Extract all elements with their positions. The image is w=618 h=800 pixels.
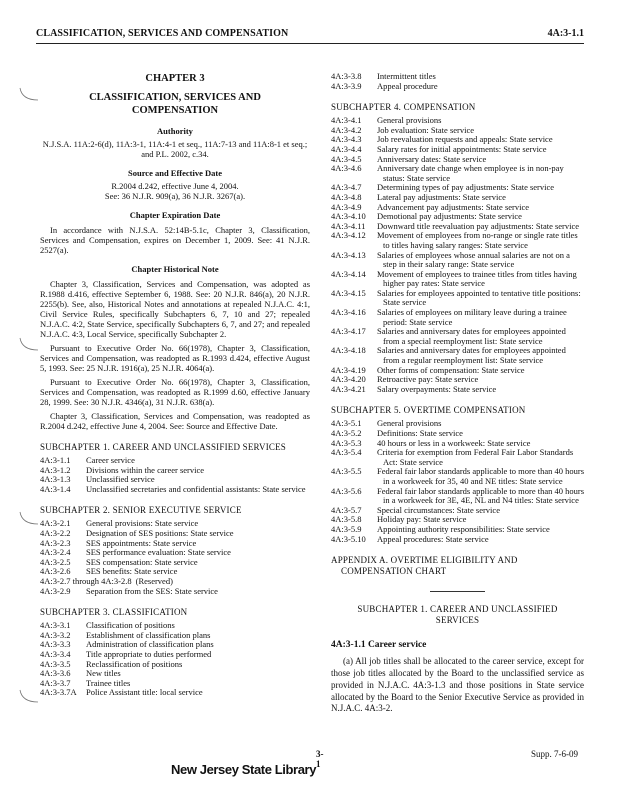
- toc-entry-number: 4A:3-5.8: [331, 514, 362, 525]
- toc-entry-title: Establishment of classification plans: [86, 629, 211, 640]
- toc-entry-title: Separation from the SES: State service: [86, 585, 218, 596]
- header-rule: [36, 43, 584, 44]
- toc-entry-number: 4A:3-4.9: [331, 201, 362, 212]
- supplement-date: Supp. 7-6-09: [531, 749, 578, 759]
- library-stamp: New Jersey State Library: [171, 762, 317, 777]
- toc-entry: [331, 327, 584, 346]
- toc-entry-title: Salary overpayments: State service: [377, 383, 497, 394]
- toc-entry: [331, 289, 584, 308]
- toc-entry-number: 4A:3-4.8: [331, 191, 362, 202]
- toc-entry-number: 4A:3-4.16: [331, 307, 366, 318]
- history-paragraph: Pursuant to Executive Order No. 66(1978), Chapter 3, Classification, Services and Compensation, was readopted as R.1993 d.424, effective August 5, 1993. See: 25 N.J.R. 1916(a), 25 N.J.R. 4064(a).: [40, 343, 310, 373]
- toc-entry-number: 4A:3-4.18: [331, 345, 366, 356]
- toc-entry-title: Police Assistant title: local service: [86, 687, 203, 698]
- history-paragraph: Chapter 3, Classification, Services and Compensation, was readopted as R.2004 d.242, effective June 4, 2004. See: Source and Effective Date.: [40, 411, 310, 431]
- toc-entry-number: 4A:3-4.6: [331, 163, 362, 174]
- toc-entry-title: 40 hours or less in a workweek: State service: [377, 437, 531, 448]
- toc-entry-number: 4A:3-2.2: [40, 527, 71, 538]
- toc-entry-number: 4A:3-4.19: [331, 364, 366, 375]
- right-column: [331, 72, 584, 715]
- toc-entry: [331, 251, 584, 270]
- toc-entry-title: Salaries for employees appointed to tentative title positions: State service: [377, 287, 581, 308]
- toc-entry-title: Salaries of employees whose annual salaries are not on a step in their salary range: State service: [377, 249, 570, 270]
- toc-entry-title: Salaries and anniversary dates for employees appointed from a special reemployment list: State service: [377, 326, 566, 346]
- margin-bracket-icon: [18, 688, 40, 706]
- toc-entry: [331, 231, 584, 250]
- toc-entry-number: 4A:3-3.3: [40, 639, 71, 650]
- toc-entry-number: 4A:3-4.21: [331, 383, 366, 394]
- toc-list: [40, 519, 310, 596]
- toc-entry-title: Special circumstances: State service: [377, 504, 500, 515]
- margin-bracket-icon: [18, 336, 40, 354]
- toc-entry-number: 4A:3-3.4: [40, 648, 71, 659]
- toc-entry-number: 4A:3-5.5: [331, 466, 362, 477]
- toc-entry-number: 4A:3-5.1: [331, 418, 362, 429]
- toc-list: [40, 621, 310, 698]
- toc-entry-title: Movement of employees from no-range or single rate titles to titles having salary ranges: State service: [377, 230, 578, 250]
- source-heading: Source and Effective Date: [127, 168, 223, 178]
- subchapter-title: SUBCHAPTER 5. OVERTIME COMPENSATION: [331, 405, 526, 416]
- toc-entry-title: Criteria for exemption from Federal Fair Labor Standards Act: State service: [377, 447, 574, 467]
- header-section-number: 4A:3-1.1: [547, 28, 584, 39]
- toc-entry-number: 4A:3-5.10: [331, 533, 366, 544]
- margin-bracket-icon: [18, 86, 40, 104]
- toc-entry-title: Title appropriate to duties performed: [86, 648, 212, 659]
- toc-entry-title: Divisions within the career service: [86, 464, 205, 475]
- toc-entry-title: Downward title reevaluation pay adjustments: State service: [377, 220, 580, 231]
- toc-entry-title: Federal fair labor standards applicable to more than 40 hours in a workweek for 3E, 4E, NL and N4 titles: State service: [377, 485, 585, 506]
- toc-entry-number: 4A:3-4.15: [331, 287, 366, 298]
- toc-entry-title: General provisions: State service: [86, 518, 199, 529]
- toc-entry-title: Appeal procedure: [377, 80, 438, 91]
- source-text: R.2004 d.242, effective June 4, 2004.: [111, 181, 239, 191]
- history-heading: Chapter Historical Note: [131, 264, 219, 274]
- toc-entry: [331, 346, 584, 365]
- toc-entry-title: New titles: [86, 668, 121, 679]
- toc-entry-title: Reclassification of positions: [86, 658, 183, 669]
- toc-entry-title: Appointing authority responsibilities: State service: [377, 523, 550, 534]
- toc-entry-number: 4A:3-4.13: [331, 249, 366, 260]
- toc-entry: [331, 467, 584, 486]
- chapter-title-line: COMPENSATION: [131, 105, 219, 116]
- toc-entry-number: 4A:3-4.1: [331, 115, 362, 126]
- section-body-text: (a) All job titles shall be allocated to the career service, except for those job titles allocated by the Board to the unclassified service as provided in N.J.A.C. 4A:3-1.3 and those positions in State service allocated by the Board to the Senior Executive Service as provided in N.J.A.C. 4A:3-2.: [331, 656, 584, 714]
- toc-entry-number: 4A:3-4.20: [331, 374, 366, 385]
- toc-entry-title: Demotional pay adjustments: State service: [377, 211, 522, 222]
- toc-entry: [331, 308, 584, 327]
- toc-entry-number: 4A:3-3.2: [40, 629, 71, 640]
- toc-entry-number: 4A:3-1.4: [40, 483, 71, 494]
- toc-entry-title: Anniversary dates: State service: [377, 153, 487, 164]
- toc-entry-number: 4A:3-2.5: [40, 556, 71, 567]
- toc-entry: [331, 72, 584, 82]
- toc-entry-number: 4A:3-4.14: [331, 268, 366, 279]
- toc-entry-number: 4A:3-4.17: [331, 326, 366, 337]
- toc-entry: [331, 82, 584, 92]
- margin-bracket-icon: [18, 510, 40, 528]
- toc-entry: [40, 688, 310, 698]
- toc-entry-title: General provisions: [377, 115, 442, 126]
- toc-entry-title: Definitions: State service: [377, 428, 463, 438]
- toc-entry-number: 4A:3-5.6: [331, 485, 362, 496]
- toc-list: [331, 116, 584, 394]
- toc-entry-number: 4A:3-3.7: [40, 677, 71, 688]
- toc-entry-number: 4A:3-2.6: [40, 566, 71, 577]
- toc-entry-title: Unclassified secretaries and confidential assistants: State service: [86, 483, 306, 494]
- toc-entry-number: 4A:3-4.11: [331, 220, 366, 231]
- body-subchapter-title: [331, 604, 584, 626]
- toc-entry-number: 4A:3-1.1: [40, 455, 71, 465]
- toc-entry-number: 4A:3-5.7: [331, 504, 362, 515]
- toc-entry-title: Determining types of pay adjustments: State service: [377, 182, 555, 193]
- toc-entry: [331, 487, 584, 506]
- toc-entry-title: Anniversary date change when employee is in non-pay status: State service: [377, 163, 564, 183]
- chapter-number: CHAPTER 3: [145, 73, 205, 84]
- toc-entry-number: 4A:3-2.4: [40, 547, 71, 558]
- section-divider: [430, 591, 485, 592]
- chapter-title-line: CLASSIFICATION, SERVICES AND: [89, 92, 261, 103]
- toc-entry: [331, 164, 584, 183]
- toc-entry-number: 4A:3-5.4: [331, 447, 362, 458]
- toc-entry-title: Holiday pay: State service: [377, 514, 467, 525]
- authority-text: N.J.S.A. 11A:2-6(d), 11A:3-1, 11A:4-1 et seq., 11A:7-13 and 11A:8-1 et seq.; and P.L. 2002, c.34.: [42, 139, 308, 159]
- toc-entry: [331, 270, 584, 289]
- toc-entry-number: 4A:3-3.6: [40, 668, 71, 679]
- header-title: CLASSIFICATION, SERVICES AND COMPENSATION: [36, 28, 289, 39]
- running-header: [36, 28, 584, 42]
- authority-heading: Authority: [157, 126, 193, 136]
- toc-entry: [40, 587, 310, 597]
- toc-entry: [331, 535, 584, 545]
- subchapter-title: SUBCHAPTER 3. CLASSIFICATION: [40, 607, 188, 618]
- toc-list: [40, 456, 310, 494]
- toc-entry-number: 4A:3-3.8: [331, 71, 362, 81]
- history-paragraph: Pursuant to Executive Order No. 66(1978), Chapter 3, Classification, Services and Compensation, was readopted as R.1999 d.60, effective January 28, 1999. See: 30 N.J.R. 4346(a), 31 N.J.R. 638(a).: [40, 377, 310, 407]
- body-subchapter-title-line: SUBCHAPTER 1. CAREER AND UNCLASSIFIED: [357, 604, 558, 615]
- appendix-title: APPENDIX A. OVERTIME ELIGIBILITY AND COMPENSATION CHART: [331, 555, 518, 577]
- toc-entry-number: 4A:3-4.4: [331, 143, 362, 154]
- toc-entry-title: SES performance evaluation: State service: [86, 547, 231, 558]
- toc-entry-number: 4A:3-5.3: [331, 437, 362, 448]
- toc-entry-title: Job reevaluation requests and appeals: State service: [377, 134, 553, 145]
- toc-entry-number: 4A:3-2.3: [40, 537, 71, 548]
- toc-entry-title: SES appointments: State service: [86, 537, 197, 548]
- toc-entry: [40, 466, 310, 476]
- toc-entry-title: SES compensation: State service: [86, 556, 198, 567]
- toc-entry-number: 4A:3-4.7: [331, 182, 362, 193]
- source-text: See: 36 N.J.R. 909(a), 36 N.J.R. 3267(a).: [104, 191, 246, 201]
- toc-entry-title: Salaries of employees on military leave during a trainee period: State service: [377, 307, 567, 327]
- expiration-text: In accordance with N.J.S.A. 52:14B-5.1c, Chapter 3, Classification, Services and Compensation, expires on December 1, 2009. See: 41 N.J.R. 2527(a).: [40, 225, 310, 255]
- chapter-title: [40, 91, 310, 117]
- toc-entry-number: 4A:3-4.2: [331, 124, 362, 135]
- toc-entry-number: 4A:3-4.5: [331, 153, 362, 164]
- toc-entry-number: 4A:3-5.2: [331, 428, 362, 438]
- toc-entry-title: General provisions: [377, 418, 442, 429]
- toc-entry-title: Movement of employees to trainee titles from titles having higher pay rates: State service: [377, 268, 577, 289]
- toc-entry-title: Appeal procedures: State service: [377, 533, 489, 544]
- toc-entry-number: 4A:3-3.5: [40, 658, 71, 669]
- toc-entry-number: 4A:3-3.1: [40, 620, 71, 631]
- toc-entry-title: Retroactive pay: State service: [377, 374, 479, 385]
- toc-entry-title: Trainee titles: [86, 677, 131, 688]
- toc-entry-number: 4A:3-1.3: [40, 474, 71, 485]
- toc-entry: [331, 448, 584, 467]
- toc-entry-title: Unclassified service: [86, 474, 155, 485]
- toc-entry-number: 4A:3-4.12: [331, 230, 366, 241]
- toc-entry-title: Job evaluation: State service: [377, 124, 475, 135]
- body-subchapter-title-line: SERVICES: [435, 615, 480, 626]
- toc-entry: [331, 385, 584, 395]
- toc-entry-number: 4A:3-2.7 through 4A:3-2.8: [40, 575, 132, 586]
- toc-entry-title: Lateral pay adjustments: State service: [377, 191, 506, 202]
- page-number: 3-1: [316, 749, 324, 769]
- toc-entry-number: 4A:3-5.9: [331, 523, 362, 534]
- toc-entry-title: Classification of positions: [86, 620, 175, 631]
- toc-entry-number: 4A:3-3.9: [331, 80, 362, 91]
- subchapter-title: SUBCHAPTER 1. CAREER AND UNCLASSIFIED SERVICES: [40, 442, 287, 452]
- toc-entry-title: Salary rates for initial appointments: State service: [377, 143, 547, 154]
- toc-list: [331, 72, 584, 91]
- left-column: [40, 72, 310, 698]
- expiration-heading: Chapter Expiration Date: [129, 210, 221, 220]
- history-paragraph: Chapter 3, Classification, Services and Compensation, was adopted as R.1988 d.416, effective September 6, 1988. See: 20 N.J.R. 846(a), 20 N.J.R. 2255(b). See, also, Historical Notes and annotations at repealed N.J.A.C. 4:1, Civil Service Rules, specifically Subchapters 6, 7, 10 and 27; repealed N.J.A.C. 4:2, State Service, specifically Subchapters 6, 7, and 27; and repealed N.J.A.C. 4:3, Local Service, specifically Subchapter 2.: [40, 279, 310, 339]
- section-heading: 4A:3-1.1 Career service: [331, 640, 427, 651]
- subchapter-title: SUBCHAPTER 4. COMPENSATION: [331, 102, 476, 113]
- toc-entry-title: Designation of SES positions: State service: [86, 527, 234, 538]
- toc-entry-number: 4A:3-4.3: [331, 134, 362, 145]
- toc-entry: [40, 669, 310, 679]
- subchapter-title: SUBCHAPTER 2. SENIOR EXECUTIVE SERVICE: [40, 505, 242, 516]
- toc-entry-title: Other forms of compensation: State service: [377, 364, 525, 375]
- toc-entry-title: (Reserved): [135, 575, 173, 586]
- toc-entry-title: Salaries and anniversary dates for employees appointed from a regular reemployment list: State service: [377, 345, 566, 366]
- toc-entry-title: Administration of classification plans: [86, 639, 214, 650]
- toc-entry-number: 4A:3-4.10: [331, 211, 366, 222]
- toc-entry-title: Career service: [86, 455, 135, 465]
- toc-entry-title: Intermittent titles: [377, 71, 436, 81]
- toc-entry: [40, 660, 310, 670]
- toc-list: [331, 419, 584, 544]
- toc-entry: [40, 485, 310, 495]
- toc-entry-number: 4A:3-3.7A: [40, 687, 77, 698]
- toc-entry-number: 4A:3-1.2: [40, 464, 71, 475]
- toc-entry-number: 4A:3-2.9: [40, 585, 71, 596]
- toc-entry-title: Federal fair labor standards applicable to more than 40 hours in a workweek for 35, 40 and NE titles: State service: [377, 466, 585, 486]
- toc-entry-title: SES benefits: State service: [86, 566, 178, 577]
- toc-entry-number: 4A:3-2.1: [40, 518, 71, 529]
- toc-entry-title: Advancement pay adjustments: State service: [377, 201, 530, 212]
